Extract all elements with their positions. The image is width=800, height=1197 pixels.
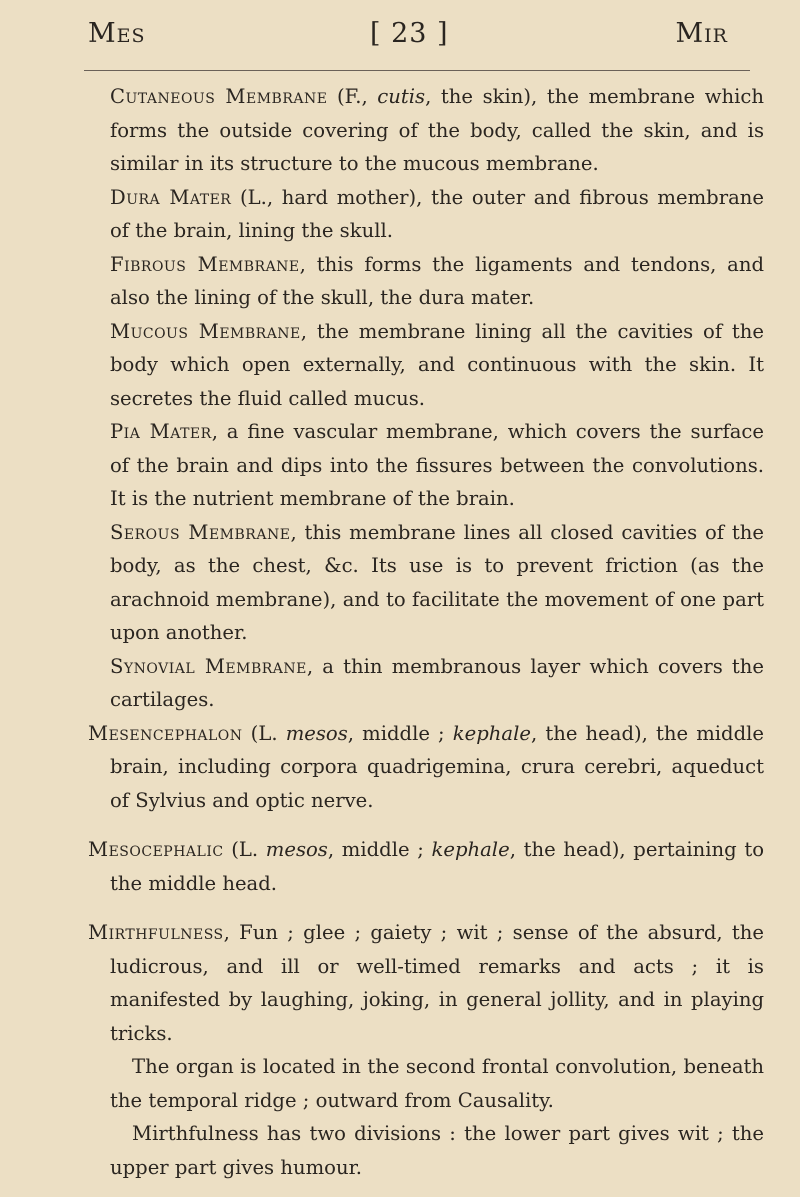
etymology-word: kephale [431, 838, 510, 861]
etymology-word: cutis [377, 85, 426, 108]
entry-synovial-membrane: Synovial Membrane, a thin membranous layer which covers the cartilages. [110, 654, 765, 711]
entry-dura-mater: Dura Mater (L., hard mother), the outer and fibrous membrane of the brain, lining the skull. [110, 185, 764, 242]
entry-mucous-membrane: Mucous Membrane, the membrane lining all the cavities of the body which open externally, and continuous with the skin. It secretes the fluid called mucus. [110, 319, 764, 410]
entry-mirthfulness-organ: The organ is located in the second frontal convolution, beneath the temporal ridge ; outward from Causality. [110, 1055, 764, 1112]
header-rule [84, 70, 750, 71]
entry-term: Serous Membrane [110, 520, 291, 544]
entry-mirthfulness-divisions: Mirthfulness has two divisions : the lower part gives wit ; the upper part gives humour. [110, 1122, 764, 1179]
entry-term: Mesencephalon [88, 721, 243, 745]
entry-serous-membrane: Serous Membrane, this membrane lines all closed cavities of the body, as the chest, &c. Its use is to prevent friction (as the arachnoid membrane), and to facilitate the movement of one part upon another. [110, 520, 764, 644]
running-head [88, 18, 728, 58]
entry-term: Mirthfulness [88, 921, 224, 944]
header-left-guide-word: Mes [88, 18, 146, 49]
etymology-word: kephale [452, 721, 531, 745]
dictionary-content [88, 80, 764, 1184]
etymology-word: mesos [265, 838, 328, 861]
entry-term: Synovial Membrane [110, 654, 307, 678]
entry-term: Mucous Membrane [110, 319, 301, 343]
entry-pia-mater: Pia Mater, a fine vascular membrane, which covers the surface of the brain and dips into the fissures between the convolutions. It is the nutrient membrane of the brain. [110, 420, 765, 510]
entry-fibrous-membrane: Fibrous Membrane, this forms the ligaments and tendons, and also the lining of the skull, the dura mater. [110, 252, 765, 309]
etymology-word: mesos [285, 721, 348, 745]
entry-term: Dura Mater [110, 185, 232, 209]
page-number: [ 23 ] [370, 18, 449, 49]
entry-term: Mesocephalic [88, 838, 224, 861]
entry-mesocephalic: Mesocephalic (L. mesos, middle ; kephale, the head), pertaining to the middle head. [88, 838, 765, 895]
entry-term: Pia Mater [110, 420, 212, 443]
entry-term: Fibrous Membrane [110, 252, 300, 276]
entry-term: Cutaneous Membrane [110, 85, 328, 108]
header-right-guide-word: Mir [675, 18, 728, 49]
entry-mirthfulness: Mirthfulness, Fun ; glee ; gaiety ; wit ; sense of the absurd, the ludicrous, and ill or well-timed remarks and acts ; it is manifested by laughing, joking, in general jollity, and in playing tricks. [88, 921, 764, 1045]
entry-cutaneous-membrane: Cutaneous Membrane (F., cutis, the skin), the membrane which forms the outside covering of the body, called the skin, and is similar in its structure to the mucous membrane. [110, 85, 764, 175]
entry-mesencephalon: Mesencephalon (L. mesos, middle ; kephale, the head), the middle brain, including corpora quadrigemina, crura cerebri, aqueduct of Sylvius and optic nerve. [88, 721, 764, 812]
